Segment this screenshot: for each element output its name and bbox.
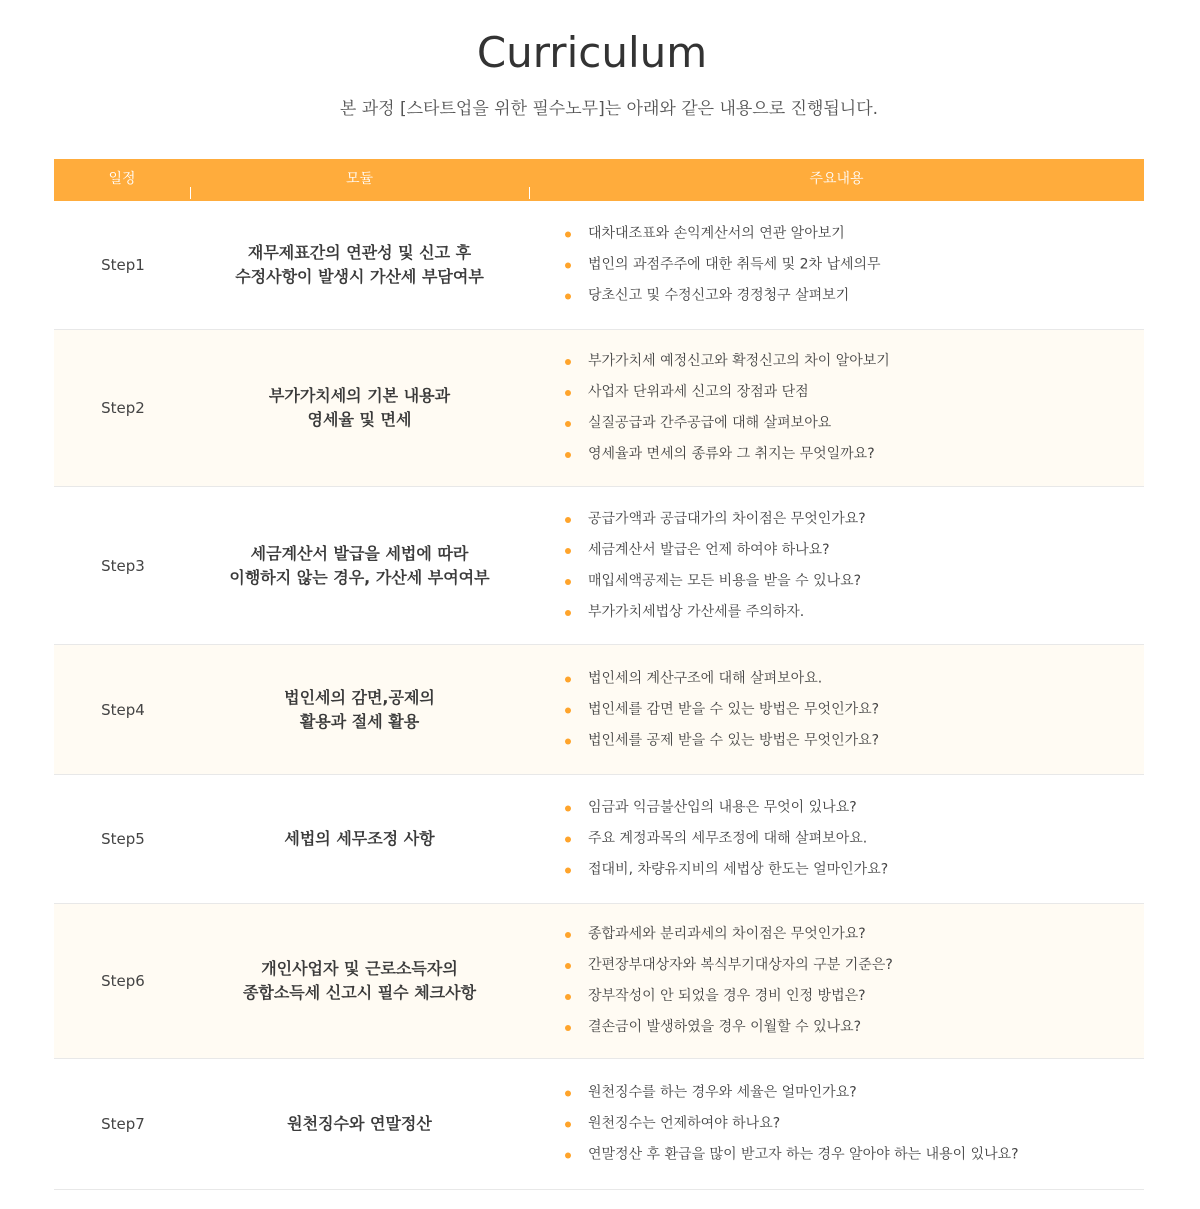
list-item (562, 250, 881, 281)
table-row (54, 904, 1144, 1059)
list-item (562, 597, 866, 628)
list-item (562, 439, 890, 470)
module-title (190, 384, 529, 432)
step-label: Step7 (101, 1115, 145, 1133)
list-item (562, 793, 888, 824)
module-title (190, 686, 529, 734)
content-list (562, 919, 893, 1043)
module-title (190, 1112, 529, 1136)
list-item-text: 종합과세와 분리과세의 차이점은 무엇인가요? (588, 926, 866, 942)
list-item-text: 사업자 단위과세 신고의 장점과 단점 (588, 384, 809, 400)
list-item (562, 950, 893, 981)
bullet-dot-icon (565, 517, 571, 523)
table-row (54, 330, 1144, 487)
bullet-dot-icon (565, 707, 571, 713)
bullet-dot-icon (565, 932, 571, 938)
module-line: 종합소득세 신고시 필수 체크사항 (242, 983, 477, 1002)
header-divider (529, 187, 530, 199)
list-item (562, 535, 866, 566)
step-label: Step3 (101, 556, 145, 575)
content-list (562, 219, 881, 312)
content-list (562, 663, 879, 756)
list-item-text: 실질공급과 간주공급에 대해 살펴보아요 (588, 415, 832, 431)
bullet-dot-icon (565, 1025, 571, 1031)
bullet-dot-icon (565, 421, 571, 427)
list-item-text: 공급가액과 공급대가의 차이점은 무엇인가요? (588, 510, 866, 527)
module-title (190, 542, 529, 590)
list-item-text: 결손금이 발생하였을 경우 이월할 수 있나요? (588, 1019, 862, 1035)
list-item-text: 원천징수는 언제하여야 하나요? (588, 1115, 781, 1132)
bullet-dot-icon (565, 294, 571, 300)
list-item-text: 법인세를 공제 받을 수 있는 방법은 무엇인가요? (588, 732, 880, 748)
table-row (54, 775, 1144, 904)
content-list (562, 504, 866, 628)
list-item (562, 408, 890, 439)
module-line: 활용과 절세 활용 (299, 711, 420, 731)
page-subtitle: 본 과정 [스타트업을 위한 필수노무]는 아래와 같은 내용으로 진행됩니다. (339, 99, 879, 119)
content-list (562, 1078, 1019, 1171)
module-line: 재무제표간의 연관성 및 신고 후 (247, 243, 472, 262)
bullet-dot-icon (565, 610, 571, 616)
bullet-dot-icon (565, 738, 571, 744)
bullet-dot-icon (565, 1153, 571, 1159)
list-item-text: 원천징수를 하는 경우와 세율은 얼마인가요? (588, 1084, 857, 1101)
list-item-text: 매입세액공제는 모든 비용을 받을 수 있나요? (588, 572, 862, 589)
list-item-text: 연말정산 후 환급을 많이 받고자 하는 경우 알아야 하는 내용이 있나요? (588, 1146, 1019, 1163)
header-divider (190, 187, 191, 199)
list-item-text: 영세율과 면세의 종류와 그 취지는 무엇일까요? (588, 446, 875, 462)
table-row (54, 645, 1144, 775)
list-item (562, 824, 888, 855)
curriculum-table (54, 159, 1144, 1163)
bullet-dot-icon (565, 868, 571, 874)
list-item-text: 임금과 익금불산입의 내용은 무엇이 있나요? (588, 799, 857, 816)
bullet-dot-icon (565, 232, 571, 238)
bullet-dot-icon (565, 359, 571, 365)
step-label: Step2 (101, 399, 145, 417)
table-header (54, 159, 1144, 201)
module-line: 이행하지 않는 경우, 가산세 부여여부 (229, 567, 490, 587)
list-item (562, 377, 890, 408)
list-item (562, 346, 890, 377)
list-item (562, 725, 879, 756)
header-content: 주요내용 (809, 171, 864, 187)
module-line: 세법의 세무조정 사항 (284, 829, 435, 848)
bullet-dot-icon (565, 579, 571, 585)
list-item-text: 장부작성이 안 되었을 경우 경비 인정 방법은? (588, 988, 866, 1004)
step-label: Step5 (101, 830, 145, 848)
list-item (562, 566, 866, 597)
module-title (190, 957, 529, 1005)
list-item (562, 919, 893, 950)
list-item-text: 부가가치세법상 가산세를 주의하자. (588, 603, 805, 620)
list-item (562, 855, 888, 886)
header-module: 모듈 (345, 171, 374, 187)
module-title (190, 827, 529, 851)
list-item (562, 219, 881, 250)
list-item-text: 당초신고 및 수정신고와 경정청구 살펴보기 (588, 287, 850, 304)
list-item-text: 부가가치세 예정신고와 확정신고의 차이 알아보기 (588, 353, 890, 369)
module-line: 법인세의 감면,공제의 (284, 687, 435, 707)
list-item (562, 1078, 1019, 1109)
step-label: Step4 (101, 700, 145, 719)
bullet-dot-icon (565, 806, 571, 812)
bullet-dot-icon (565, 1091, 571, 1097)
list-item-text: 법인의 과점주주에 대한 취득세 및 2차 납세의무 (588, 256, 881, 273)
bullet-dot-icon (565, 837, 571, 843)
list-item (562, 1109, 1019, 1140)
bullet-dot-icon (565, 676, 571, 682)
bullet-dot-icon (565, 1122, 571, 1128)
bullet-dot-icon (565, 548, 571, 554)
module-title (190, 241, 529, 289)
content-list (562, 793, 888, 886)
list-item-text: 주요 계정과목의 세무조정에 대해 살펴보아요. (588, 830, 868, 847)
header-schedule: 일정 (108, 171, 136, 187)
list-item (562, 1140, 1019, 1171)
step-label: Step1 (101, 256, 145, 274)
bullet-dot-icon (565, 263, 571, 269)
bullet-dot-icon (565, 963, 571, 969)
step-label: Step6 (101, 972, 145, 990)
list-item-text: 세금계산서 발급은 언제 하여야 하나요? (588, 541, 830, 558)
list-item (562, 504, 866, 535)
module-line: 수정사항이 발생시 가산세 부담여부 (235, 267, 484, 286)
table-row (54, 487, 1144, 645)
module-line: 개인사업자 및 근로소득자의 (261, 959, 458, 978)
module-line: 영세율 및 면세 (307, 410, 412, 429)
list-item-text: 간편장부대상자와 복식부기대상자의 구분 기준은? (588, 957, 893, 973)
bullet-dot-icon (565, 452, 571, 458)
list-item-text: 접대비, 차량유지비의 세법상 한도는 얼마인가요? (588, 861, 889, 878)
content-list (562, 346, 890, 470)
module-line: 원천징수와 연말정산 (287, 1114, 432, 1133)
module-line: 부가가치세의 기본 내용과 (268, 386, 451, 405)
list-item (562, 281, 881, 312)
module-line: 세금계산서 발급을 세법에 따라 (250, 543, 469, 563)
list-item (562, 981, 893, 1012)
list-item (562, 694, 879, 725)
list-item-text: 법인세의 계산구조에 대해 살펴보아요. (588, 670, 823, 686)
list-item (562, 1012, 893, 1043)
bullet-dot-icon (565, 390, 571, 396)
table-row (54, 201, 1144, 330)
list-item-text: 법인세를 감면 받을 수 있는 방법은 무엇인가요? (588, 701, 880, 717)
list-item-text: 대차대조표와 손익계산서의 연관 알아보기 (588, 225, 845, 242)
table-row (54, 1059, 1144, 1190)
page-title: Curriculum (476, 28, 708, 77)
list-item (562, 663, 879, 694)
bullet-dot-icon (565, 994, 571, 1000)
